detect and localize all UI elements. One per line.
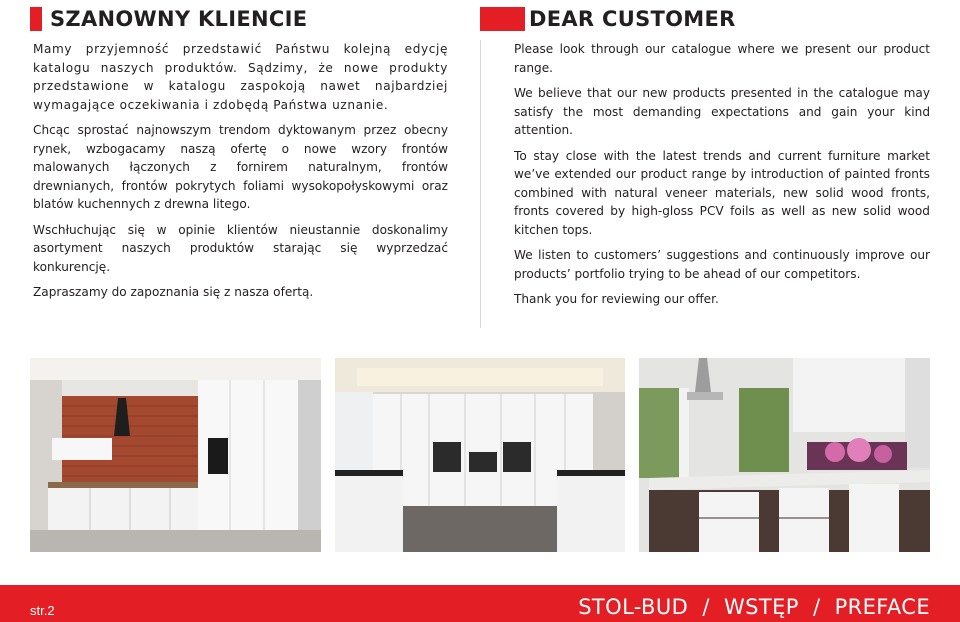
polish-text-column xyxy=(33,40,448,309)
paragraph: Please look through our catalogue where we present our product range. xyxy=(514,42,930,75)
heading-english xyxy=(480,4,736,34)
column-divider xyxy=(480,40,481,328)
paragraph: Chcąc sprostać najnowszym trendom dyktowanym przez obecny rynek, wzbogacamy naszą ofertę o nowe wzory frontów malowanych łączonych z fornirem naturalnym, frontów drewnianych, frontów pokrytych foliami wysokopołyskowymi oraz blatów kuchennych z drewna litego. xyxy=(33,123,448,211)
footer-title: STOL-BUD / WSTĘP / PREFACE xyxy=(578,595,930,619)
paragraph: Thank you for reviewing our offer. xyxy=(514,292,719,306)
heading-polish xyxy=(30,4,307,34)
paragraph: Wschłuchując się w opinie klientów nieustannie doskonalimy asortyment naszych produktów starając się wyprzedzać konkurencję. xyxy=(33,222,448,274)
kitchen-photo-blossom-panel xyxy=(639,358,930,552)
heading-polish-text: SZANOWNY KLIENCIE xyxy=(50,7,308,31)
paragraph: Mamy przyjemność przedstawić Państwu kolejną edycję katalogu naszych produktów. Sądzimy, że nowe produkty przedstawione w katalogu zaspokoją nawet najbardziej wymagające oczekiwania i zdobędą Państwa uznanie. xyxy=(33,42,448,112)
kitchen-photo-brick-wall xyxy=(30,358,321,552)
paragraph: Zapraszamy do zapoznania się z nasza ofertą. xyxy=(33,285,314,299)
paragraph: We listen to customers’ suggestions and continuously improve our products’ portfolio trying to be ahead of our competitors. xyxy=(514,248,930,281)
kitchen-photo-white-gloss xyxy=(335,358,625,552)
paragraph: We believe that our new products presented in the catalogue may satisfy the most demanding expectations and gain your kind attention. xyxy=(514,86,930,137)
heading-accent-bar xyxy=(480,7,525,31)
english-text-column xyxy=(514,40,930,316)
footer-bar xyxy=(0,585,960,622)
heading-accent-bar xyxy=(30,7,42,31)
paragraph: To stay close with the latest trends and current furniture market we’ve extended our product range by introduction of painted fronts combined with natural veneer materials, new solid wood fronts, fronts covered by high-gloss PCV foils as well as new solid wood kitchen tops. xyxy=(514,148,930,237)
page-number: str.2 xyxy=(30,603,55,618)
heading-english-text: DEAR CUSTOMER xyxy=(529,7,736,31)
